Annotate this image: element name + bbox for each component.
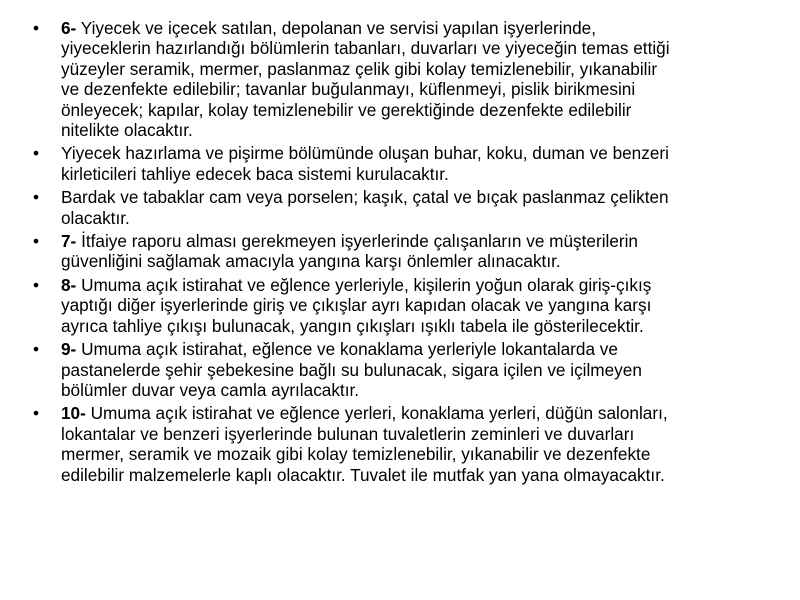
item-text: İtfaiye raporu alması gerekmeyen işyerlerinde çalışanların ve müşterilerin güvenliğini sağlamak amacıyla yangına karşı önlemler alınacaktır. xyxy=(61,231,638,272)
item-text: Bardak ve tabaklar cam veya porselen; kaşık, çatal ve bıçak paslanmaz çelikten olacaktır. xyxy=(61,187,669,228)
item-text: Umuma açık istirahat ve eğlence yerleriyle, kişilerin yoğun olarak giriş-çıkış yaptığı diğer işyerlerinde giriş ve çıkışlar ayrı kapıdan olacak ve yangına karşı ayrıca tahliye çıkışı bulunacak, yangın çıkışları ışıklı tabela ile gösterilecektir. xyxy=(61,274,652,336)
list-item xyxy=(33,403,673,485)
item-text: Yiyecek hazırlama ve pişirme bölümünde oluşan buhar, koku, duman ve benzeri kirleticileri tahliye edecek baca sistemi kurulacaktır. xyxy=(61,143,669,184)
list-item xyxy=(33,339,673,400)
item-number: 10- xyxy=(61,403,86,424)
bullet-icon: • xyxy=(33,143,40,164)
bullet-icon: • xyxy=(33,403,40,424)
item-text: Umuma açık istirahat, eğlence ve konaklama yerleriyle lokantalarda ve pastanelerde şehir şebekesine bağlı su bulunacak, sigara içilen ve içilmeyen bölümler duvar veya camla ayrılacaktır. xyxy=(61,339,642,400)
list-item xyxy=(33,231,673,272)
bullet-list xyxy=(33,18,673,488)
list-item xyxy=(33,187,673,228)
item-text: Umuma açık istirahat ve eğlence yerleri, konaklama yerleri, düğün salonları, lokantalar ve benzeri işyerlerinde bulunan tuvaletlerin zeminleri ve duvarları mermer, seramik ve mozaik gibi kolay temizlenebilir, yıkanabilir ve dezenfekte edilebilir malzemelerle kaplı olacaktır. Tuvalet ile mutfak yan yana olmayacaktır. xyxy=(61,403,668,485)
bullet-icon: • xyxy=(33,339,40,360)
item-number: 8- xyxy=(61,274,77,295)
item-number: 9- xyxy=(61,339,77,360)
list-item xyxy=(33,275,673,336)
bullet-icon: • xyxy=(33,18,40,38)
bullet-icon: • xyxy=(33,274,40,295)
item-number: 7- xyxy=(61,231,77,252)
list-item xyxy=(33,143,673,184)
item-number: 6- xyxy=(61,18,77,38)
item-text: Yiyecek ve içecek satılan, depolanan ve servisi yapılan işyerlerinde, yiyeceklerin hazırlandığı bölümlerin tabanları, duvarları ve yiyeceğin temas ettiği yüzeyler seramik, mermer, paslanmaz çelik gibi kolay temizlenebilir, yıkanabilir ve dezenfekte edilebilir; tavanlar buğulanmayı, küflenmeyi, pislik birikmesini önleyecek; kapılar, kolay temizlenebilir ve gerektiğinde dezenfekte edilebilir nitelikte olacaktır. xyxy=(61,18,670,141)
list-item xyxy=(33,18,673,140)
bullet-icon: • xyxy=(33,231,40,252)
bullet-icon: • xyxy=(33,187,40,208)
